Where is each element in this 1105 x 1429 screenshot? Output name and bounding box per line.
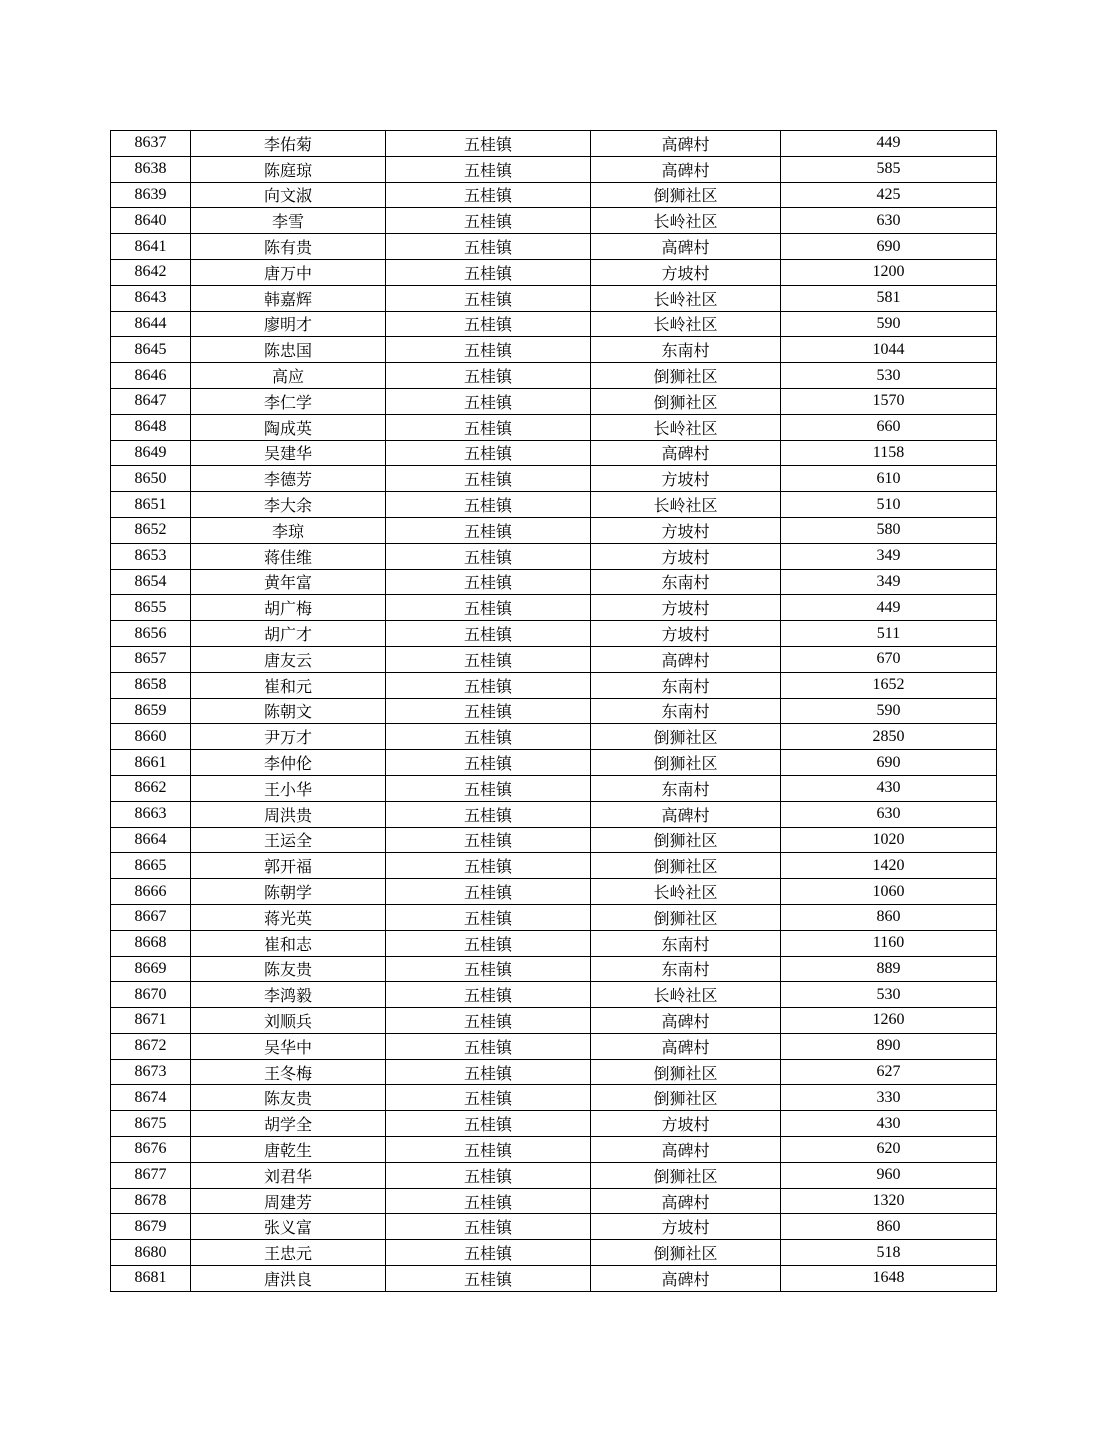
cell-village: 长岭社区 <box>591 414 781 440</box>
table-row <box>111 259 997 285</box>
cell-amount: 518 <box>781 1240 997 1266</box>
cell-village: 倒狮社区 <box>591 1240 781 1266</box>
cell-amount: 690 <box>781 234 997 260</box>
cell-amount: 1420 <box>781 853 997 879</box>
table-row <box>111 1085 997 1111</box>
table-row <box>111 1188 997 1214</box>
cell-village: 倒狮社区 <box>591 363 781 389</box>
cell-town: 五桂镇 <box>386 1188 591 1214</box>
cell-name: 刘顺兵 <box>191 1008 386 1034</box>
cell-name: 廖明才 <box>191 311 386 337</box>
cell-amount: 889 <box>781 956 997 982</box>
table-row <box>111 1162 997 1188</box>
cell-id: 8644 <box>111 311 191 337</box>
cell-village: 东南村 <box>591 775 781 801</box>
cell-amount: 860 <box>781 1214 997 1240</box>
cell-amount: 590 <box>781 311 997 337</box>
table-row <box>111 517 997 543</box>
cell-village: 高碑村 <box>591 1188 781 1214</box>
table-row <box>111 1240 997 1266</box>
cell-town: 五桂镇 <box>386 595 591 621</box>
cell-amount: 430 <box>781 775 997 801</box>
cell-amount: 610 <box>781 466 997 492</box>
cell-id: 8672 <box>111 1033 191 1059</box>
cell-amount: 630 <box>781 208 997 234</box>
cell-village: 东南村 <box>591 698 781 724</box>
cell-amount: 890 <box>781 1033 997 1059</box>
cell-amount: 449 <box>781 131 997 157</box>
cell-name: 胡学全 <box>191 1111 386 1137</box>
cell-id: 8670 <box>111 982 191 1008</box>
cell-village: 长岭社区 <box>591 492 781 518</box>
cell-village: 高碑村 <box>591 1008 781 1034</box>
cell-village: 高碑村 <box>591 234 781 260</box>
cell-town: 五桂镇 <box>386 853 591 879</box>
cell-id: 8673 <box>111 1059 191 1085</box>
cell-amount: 627 <box>781 1059 997 1085</box>
cell-id: 8665 <box>111 853 191 879</box>
cell-town: 五桂镇 <box>386 724 591 750</box>
table-row <box>111 827 997 853</box>
cell-name: 陈庭琼 <box>191 156 386 182</box>
cell-town: 五桂镇 <box>386 621 591 647</box>
cell-village: 倒狮社区 <box>591 724 781 750</box>
cell-id: 8671 <box>111 1008 191 1034</box>
cell-village: 高碑村 <box>591 1033 781 1059</box>
cell-village: 高碑村 <box>591 131 781 157</box>
cell-name: 吴华中 <box>191 1033 386 1059</box>
cell-amount: 1320 <box>781 1188 997 1214</box>
table-row <box>111 1137 997 1163</box>
cell-village: 方坡村 <box>591 595 781 621</box>
cell-amount: 585 <box>781 156 997 182</box>
cell-id: 8651 <box>111 492 191 518</box>
cell-name: 周洪贵 <box>191 801 386 827</box>
cell-village: 倒狮社区 <box>591 827 781 853</box>
cell-id: 8654 <box>111 569 191 595</box>
cell-amount: 2850 <box>781 724 997 750</box>
cell-name: 唐万中 <box>191 259 386 285</box>
cell-id: 8650 <box>111 466 191 492</box>
cell-id: 8656 <box>111 621 191 647</box>
cell-amount: 1020 <box>781 827 997 853</box>
table-row <box>111 801 997 827</box>
cell-amount: 960 <box>781 1162 997 1188</box>
cell-id: 8639 <box>111 182 191 208</box>
cell-town: 五桂镇 <box>386 879 591 905</box>
cell-village: 高碑村 <box>591 801 781 827</box>
cell-village: 方坡村 <box>591 543 781 569</box>
cell-id: 8659 <box>111 698 191 724</box>
cell-name: 唐乾生 <box>191 1137 386 1163</box>
cell-amount: 1570 <box>781 388 997 414</box>
cell-town: 五桂镇 <box>386 234 591 260</box>
cell-id: 8664 <box>111 827 191 853</box>
cell-id: 8663 <box>111 801 191 827</box>
cell-amount: 1648 <box>781 1266 997 1292</box>
cell-name: 李德芳 <box>191 466 386 492</box>
table-row <box>111 285 997 311</box>
cell-village: 倒狮社区 <box>591 904 781 930</box>
cell-id: 8660 <box>111 724 191 750</box>
table-row <box>111 543 997 569</box>
table-row <box>111 182 997 208</box>
cell-id: 8677 <box>111 1162 191 1188</box>
cell-town: 五桂镇 <box>386 1162 591 1188</box>
cell-id: 8658 <box>111 672 191 698</box>
cell-town: 五桂镇 <box>386 956 591 982</box>
cell-name: 吴建华 <box>191 440 386 466</box>
cell-town: 五桂镇 <box>386 1085 591 1111</box>
cell-id: 8643 <box>111 285 191 311</box>
table-row <box>111 904 997 930</box>
cell-village: 方坡村 <box>591 259 781 285</box>
cell-id: 8681 <box>111 1266 191 1292</box>
cell-village: 东南村 <box>591 930 781 956</box>
table-row <box>111 956 997 982</box>
table-row <box>111 131 997 157</box>
cell-village: 东南村 <box>591 337 781 363</box>
cell-village: 长岭社区 <box>591 285 781 311</box>
table-row <box>111 1033 997 1059</box>
cell-town: 五桂镇 <box>386 337 591 363</box>
cell-town: 五桂镇 <box>386 1111 591 1137</box>
table-row <box>111 698 997 724</box>
cell-amount: 1060 <box>781 879 997 905</box>
cell-id: 8652 <box>111 517 191 543</box>
cell-amount: 449 <box>781 595 997 621</box>
cell-town: 五桂镇 <box>386 775 591 801</box>
table-row <box>111 646 997 672</box>
cell-name: 胡广才 <box>191 621 386 647</box>
cell-name: 陈友贵 <box>191 1085 386 1111</box>
table-row <box>111 311 997 337</box>
cell-village: 长岭社区 <box>591 879 781 905</box>
cell-town: 五桂镇 <box>386 131 591 157</box>
cell-town: 五桂镇 <box>386 285 591 311</box>
cell-name: 陈朝学 <box>191 879 386 905</box>
cell-name: 唐友云 <box>191 646 386 672</box>
cell-name: 李鸿毅 <box>191 982 386 1008</box>
cell-name: 李大余 <box>191 492 386 518</box>
cell-name: 郭开福 <box>191 853 386 879</box>
cell-village: 倒狮社区 <box>591 1085 781 1111</box>
cell-village: 方坡村 <box>591 517 781 543</box>
cell-town: 五桂镇 <box>386 1214 591 1240</box>
cell-town: 五桂镇 <box>386 363 591 389</box>
cell-amount: 620 <box>781 1137 997 1163</box>
cell-amount: 430 <box>781 1111 997 1137</box>
cell-town: 五桂镇 <box>386 440 591 466</box>
cell-name: 刘君华 <box>191 1162 386 1188</box>
records-table-body <box>111 131 997 1292</box>
table-row <box>111 1059 997 1085</box>
cell-name: 崔和元 <box>191 672 386 698</box>
cell-town: 五桂镇 <box>386 569 591 595</box>
table-row <box>111 621 997 647</box>
cell-name: 陈有贵 <box>191 234 386 260</box>
cell-name: 尹万才 <box>191 724 386 750</box>
cell-id: 8648 <box>111 414 191 440</box>
table-row <box>111 1266 997 1292</box>
cell-name: 李仲伦 <box>191 750 386 776</box>
table-row <box>111 569 997 595</box>
cell-town: 五桂镇 <box>386 930 591 956</box>
cell-id: 8647 <box>111 388 191 414</box>
cell-name: 向文淑 <box>191 182 386 208</box>
cell-village: 方坡村 <box>591 621 781 647</box>
table-row <box>111 156 997 182</box>
cell-name: 唐洪良 <box>191 1266 386 1292</box>
cell-town: 五桂镇 <box>386 1266 591 1292</box>
cell-town: 五桂镇 <box>386 517 591 543</box>
cell-village: 倒狮社区 <box>591 182 781 208</box>
cell-town: 五桂镇 <box>386 904 591 930</box>
cell-name: 张义富 <box>191 1214 386 1240</box>
cell-id: 8666 <box>111 879 191 905</box>
table-row <box>111 879 997 905</box>
cell-id: 8662 <box>111 775 191 801</box>
cell-name: 周建芳 <box>191 1188 386 1214</box>
table-row <box>111 234 997 260</box>
cell-village: 东南村 <box>591 672 781 698</box>
cell-town: 五桂镇 <box>386 466 591 492</box>
cell-town: 五桂镇 <box>386 414 591 440</box>
cell-town: 五桂镇 <box>386 543 591 569</box>
cell-name: 蒋佳维 <box>191 543 386 569</box>
cell-village: 东南村 <box>591 569 781 595</box>
cell-town: 五桂镇 <box>386 388 591 414</box>
cell-name: 陶成英 <box>191 414 386 440</box>
cell-name: 韩嘉辉 <box>191 285 386 311</box>
cell-village: 倒狮社区 <box>591 388 781 414</box>
table-row <box>111 750 997 776</box>
cell-id: 8638 <box>111 156 191 182</box>
cell-village: 方坡村 <box>591 466 781 492</box>
cell-id: 8667 <box>111 904 191 930</box>
cell-id: 8661 <box>111 750 191 776</box>
cell-id: 8669 <box>111 956 191 982</box>
cell-village: 高碑村 <box>591 1266 781 1292</box>
cell-town: 五桂镇 <box>386 208 591 234</box>
cell-village: 长岭社区 <box>591 311 781 337</box>
cell-village: 长岭社区 <box>591 208 781 234</box>
cell-town: 五桂镇 <box>386 1059 591 1085</box>
cell-town: 五桂镇 <box>386 1240 591 1266</box>
cell-id: 8676 <box>111 1137 191 1163</box>
cell-name: 陈朝文 <box>191 698 386 724</box>
cell-village: 高碑村 <box>591 646 781 672</box>
cell-name: 陈忠国 <box>191 337 386 363</box>
cell-amount: 630 <box>781 801 997 827</box>
cell-amount: 530 <box>781 982 997 1008</box>
cell-town: 五桂镇 <box>386 492 591 518</box>
cell-id: 8646 <box>111 363 191 389</box>
cell-id: 8637 <box>111 131 191 157</box>
cell-id: 8674 <box>111 1085 191 1111</box>
cell-town: 五桂镇 <box>386 311 591 337</box>
table-row <box>111 414 997 440</box>
cell-id: 8679 <box>111 1214 191 1240</box>
cell-amount: 330 <box>781 1085 997 1111</box>
cell-id: 8640 <box>111 208 191 234</box>
cell-name: 胡广梅 <box>191 595 386 621</box>
cell-name: 李仁学 <box>191 388 386 414</box>
cell-town: 五桂镇 <box>386 182 591 208</box>
cell-village: 倒狮社区 <box>591 853 781 879</box>
cell-town: 五桂镇 <box>386 1033 591 1059</box>
cell-amount: 511 <box>781 621 997 647</box>
cell-town: 五桂镇 <box>386 750 591 776</box>
cell-name: 李雪 <box>191 208 386 234</box>
table-row <box>111 672 997 698</box>
cell-town: 五桂镇 <box>386 1137 591 1163</box>
cell-town: 五桂镇 <box>386 156 591 182</box>
cell-amount: 1652 <box>781 672 997 698</box>
table-row <box>111 1008 997 1034</box>
table-row <box>111 982 997 1008</box>
cell-id: 8642 <box>111 259 191 285</box>
cell-amount: 581 <box>781 285 997 311</box>
cell-id: 8641 <box>111 234 191 260</box>
table-row <box>111 363 997 389</box>
cell-id: 8653 <box>111 543 191 569</box>
cell-name: 王忠元 <box>191 1240 386 1266</box>
table-row <box>111 595 997 621</box>
cell-name: 王运全 <box>191 827 386 853</box>
cell-id: 8649 <box>111 440 191 466</box>
cell-village: 高碑村 <box>591 440 781 466</box>
table-row <box>111 440 997 466</box>
table-row <box>111 930 997 956</box>
table-row <box>111 1111 997 1137</box>
cell-amount: 690 <box>781 750 997 776</box>
table-row <box>111 208 997 234</box>
cell-name: 李琼 <box>191 517 386 543</box>
table-row <box>111 388 997 414</box>
cell-village: 倒狮社区 <box>591 750 781 776</box>
cell-amount: 1200 <box>781 259 997 285</box>
cell-village: 东南村 <box>591 956 781 982</box>
cell-id: 8678 <box>111 1188 191 1214</box>
cell-id: 8657 <box>111 646 191 672</box>
cell-id: 8680 <box>111 1240 191 1266</box>
cell-town: 五桂镇 <box>386 801 591 827</box>
cell-amount: 1158 <box>781 440 997 466</box>
cell-village: 方坡村 <box>591 1214 781 1240</box>
cell-amount: 1160 <box>781 930 997 956</box>
cell-amount: 510 <box>781 492 997 518</box>
cell-amount: 1044 <box>781 337 997 363</box>
cell-town: 五桂镇 <box>386 827 591 853</box>
cell-name: 崔和志 <box>191 930 386 956</box>
cell-name: 黄年富 <box>191 569 386 595</box>
cell-town: 五桂镇 <box>386 646 591 672</box>
cell-town: 五桂镇 <box>386 982 591 1008</box>
cell-village: 高碑村 <box>591 1137 781 1163</box>
cell-amount: 349 <box>781 569 997 595</box>
cell-amount: 580 <box>781 517 997 543</box>
cell-amount: 590 <box>781 698 997 724</box>
cell-id: 8655 <box>111 595 191 621</box>
cell-id: 8668 <box>111 930 191 956</box>
cell-name: 蒋光英 <box>191 904 386 930</box>
records-table <box>110 130 997 1292</box>
table-row <box>111 492 997 518</box>
table-row <box>111 466 997 492</box>
cell-amount: 425 <box>781 182 997 208</box>
cell-village: 高碑村 <box>591 156 781 182</box>
cell-name: 陈友贵 <box>191 956 386 982</box>
cell-town: 五桂镇 <box>386 672 591 698</box>
table-row <box>111 1214 997 1240</box>
cell-village: 长岭社区 <box>591 982 781 1008</box>
cell-amount: 1260 <box>781 1008 997 1034</box>
cell-village: 倒狮社区 <box>591 1162 781 1188</box>
cell-amount: 349 <box>781 543 997 569</box>
cell-amount: 860 <box>781 904 997 930</box>
cell-amount: 660 <box>781 414 997 440</box>
cell-amount: 530 <box>781 363 997 389</box>
table-row <box>111 853 997 879</box>
table-row <box>111 724 997 750</box>
cell-name: 李佑菊 <box>191 131 386 157</box>
cell-town: 五桂镇 <box>386 1008 591 1034</box>
cell-name: 高应 <box>191 363 386 389</box>
table-row <box>111 775 997 801</box>
cell-town: 五桂镇 <box>386 259 591 285</box>
cell-village: 方坡村 <box>591 1111 781 1137</box>
cell-id: 8675 <box>111 1111 191 1137</box>
cell-town: 五桂镇 <box>386 698 591 724</box>
cell-name: 王冬梅 <box>191 1059 386 1085</box>
cell-id: 8645 <box>111 337 191 363</box>
cell-name: 王小华 <box>191 775 386 801</box>
cell-village: 倒狮社区 <box>591 1059 781 1085</box>
cell-amount: 670 <box>781 646 997 672</box>
table-row <box>111 337 997 363</box>
